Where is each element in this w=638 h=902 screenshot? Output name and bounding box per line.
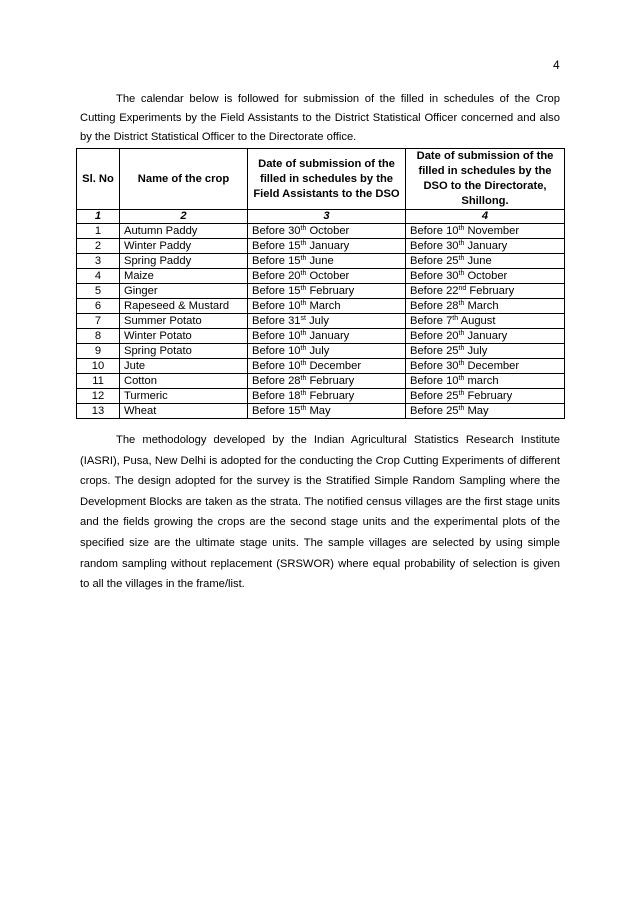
cell-crop-name: Wheat (120, 404, 248, 419)
column-number: 4 (406, 210, 565, 224)
fa-date-text: Before 31 (252, 315, 301, 327)
dso-date-month: May (464, 405, 489, 417)
dso-date-suffix: th (458, 225, 465, 232)
dso-date-month: June (464, 255, 492, 267)
dso-date-suffix: th (458, 390, 465, 397)
dso-date-month: July (464, 345, 488, 357)
header-crop-name: Name of the crop (120, 149, 248, 210)
fa-date-month: July (306, 345, 330, 357)
dso-date-suffix: th (458, 345, 465, 352)
submission-calendar-table (76, 148, 565, 419)
table-row (77, 374, 565, 389)
column-number: 3 (248, 210, 406, 224)
column-number-row (77, 210, 565, 224)
cell-sl-no: 1 (77, 224, 120, 239)
cell-sl-no: 6 (77, 299, 120, 314)
dso-date-text: Before 25 (410, 405, 459, 417)
fa-date-text: Before 30 (252, 225, 301, 237)
fa-date-suffix: th (300, 240, 307, 247)
dso-date-text: Before 20 (410, 330, 459, 342)
fa-date-text: Before 15 (252, 255, 301, 267)
fa-date-suffix: st (300, 315, 306, 322)
dso-date-text: Before 30 (410, 360, 459, 372)
cell-sl-no: 12 (77, 389, 120, 404)
fa-date-suffix: th (300, 405, 307, 412)
dso-date-text: Before 10 (410, 375, 459, 387)
fa-date-text: Before 15 (252, 285, 301, 297)
cell-dso-date (406, 224, 565, 239)
table-row (77, 269, 565, 284)
fa-date-month: June (306, 255, 334, 267)
dso-date-month: December (464, 360, 520, 372)
cell-crop-name: Jute (120, 359, 248, 374)
header-fa-submission: Date of submission of the filled in schedules by the Field Assistants to the DSO (248, 149, 406, 210)
cell-dso-date (406, 344, 565, 359)
methodology-paragraph (80, 430, 560, 595)
cell-dso-date (406, 269, 565, 284)
cell-sl-no: 11 (77, 374, 120, 389)
fa-date-text: Before 28 (252, 375, 301, 387)
cell-dso-date (406, 359, 565, 374)
fa-date-month: February (306, 285, 355, 297)
intro-paragraph (80, 90, 560, 147)
table-row (77, 314, 565, 329)
cell-dso-date (406, 314, 565, 329)
cell-fa-date (248, 299, 406, 314)
cell-sl-no: 10 (77, 359, 120, 374)
fa-date-suffix: th (300, 270, 307, 277)
cell-crop-name: Rapeseed & Mustard (120, 299, 248, 314)
fa-date-month: July (305, 315, 329, 327)
dso-date-text: Before 7 (410, 315, 453, 327)
dso-date-text: Before 25 (410, 345, 459, 357)
fa-date-text: Before 10 (252, 300, 301, 312)
cell-sl-no: 8 (77, 329, 120, 344)
table-row (77, 344, 565, 359)
fa-date-suffix: th (300, 225, 307, 232)
cell-sl-no: 5 (77, 284, 120, 299)
cell-crop-name: Spring Paddy (120, 254, 248, 269)
fa-date-text: Before 10 (252, 360, 301, 372)
dso-date-text: Before 22 (410, 285, 459, 297)
table-row (77, 254, 565, 269)
fa-date-month: October (306, 270, 350, 282)
fa-date-month: January (306, 240, 350, 252)
dso-date-month: November (464, 225, 520, 237)
cell-crop-name: Ginger (120, 284, 248, 299)
table-row (77, 284, 565, 299)
dso-date-text: Before 10 (410, 225, 459, 237)
intro-text: The calendar below is followed for submission of the filled in schedules of the Crop Cutting Experiments by the Field Assistants to the District Statistical Officer concerned and also by the District Statistical Officer to the Directorate office. (80, 93, 560, 143)
dso-date-suffix: th (458, 240, 465, 247)
fa-date-month: December (306, 360, 362, 372)
table-row (77, 239, 565, 254)
cell-fa-date (248, 389, 406, 404)
cell-dso-date (406, 299, 565, 314)
dso-date-month: February (464, 390, 513, 402)
cell-dso-date (406, 239, 565, 254)
cell-fa-date (248, 404, 406, 419)
dso-date-month: October (464, 270, 508, 282)
dso-date-suffix: th (458, 405, 465, 412)
dso-date-month: march (464, 375, 499, 387)
dso-date-text: Before 28 (410, 300, 459, 312)
cell-dso-date (406, 284, 565, 299)
table-row (77, 329, 565, 344)
fa-date-text: Before 10 (252, 330, 301, 342)
fa-date-suffix: th (300, 375, 307, 382)
cell-fa-date (248, 224, 406, 239)
fa-date-month: March (306, 300, 341, 312)
fa-date-month: February (306, 375, 355, 387)
table-header-row (77, 149, 565, 210)
dso-date-month: January (464, 240, 508, 252)
fa-date-suffix: th (300, 255, 307, 262)
column-number: 1 (77, 210, 120, 224)
cell-crop-name: Winter Potato (120, 329, 248, 344)
fa-date-suffix: th (300, 345, 307, 352)
fa-date-suffix: th (300, 285, 307, 292)
cell-fa-date (248, 239, 406, 254)
cell-crop-name: Winter Paddy (120, 239, 248, 254)
fa-date-text: Before 18 (252, 390, 301, 402)
cell-fa-date (248, 314, 406, 329)
cell-crop-name: Cotton (120, 374, 248, 389)
dso-date-month: March (464, 300, 499, 312)
cell-sl-no: 2 (77, 239, 120, 254)
table-row (77, 404, 565, 419)
dso-date-month: February (466, 285, 515, 297)
cell-fa-date (248, 374, 406, 389)
fa-date-month: January (306, 330, 350, 342)
dso-date-text: Before 30 (410, 240, 459, 252)
fa-date-month: October (306, 225, 350, 237)
table-row (77, 299, 565, 314)
dso-date-month: January (464, 330, 508, 342)
header-dso-submission: Date of submission of the filled in schedules by the DSO to the Directorate, Shillong. (406, 149, 565, 210)
cell-sl-no: 3 (77, 254, 120, 269)
table-row (77, 389, 565, 404)
cell-dso-date (406, 329, 565, 344)
dso-date-suffix: th (458, 375, 465, 382)
cell-crop-name: Summer Potato (120, 314, 248, 329)
cell-fa-date (248, 359, 406, 374)
cell-crop-name: Autumn Paddy (120, 224, 248, 239)
dso-date-month: August (458, 315, 496, 327)
cell-fa-date (248, 284, 406, 299)
dso-date-text: Before 25 (410, 255, 459, 267)
fa-date-suffix: th (300, 360, 307, 367)
dso-date-text: Before 25 (410, 390, 459, 402)
cell-sl-no: 7 (77, 314, 120, 329)
fa-date-month: February (306, 390, 355, 402)
cell-crop-name: Maize (120, 269, 248, 284)
dso-date-suffix: th (452, 315, 459, 322)
cell-sl-no: 4 (77, 269, 120, 284)
dso-date-suffix: th (458, 270, 465, 277)
cell-crop-name: Spring Potato (120, 344, 248, 359)
dso-date-suffix: th (458, 300, 465, 307)
fa-date-month: May (306, 405, 331, 417)
cell-sl-no: 9 (77, 344, 120, 359)
cell-crop-name: Turmeric (120, 389, 248, 404)
dso-date-suffix: th (458, 255, 465, 262)
dso-date-text: Before 30 (410, 270, 459, 282)
cell-dso-date (406, 254, 565, 269)
cell-fa-date (248, 344, 406, 359)
table-row (77, 359, 565, 374)
fa-date-suffix: th (300, 390, 307, 397)
fa-date-text: Before 15 (252, 405, 301, 417)
methodology-text: The methodology developed by the Indian Agricultural Statistics Research Institute (IASRI), Pusa, New Delhi is adopted for the conducting the Crop Cutting Experiments of different crops. The design adopted for the survey is the Stratified Simple Random Sampling where the Development Blocks are taken as the strata. The notified census villages are the first stage units and the fields growing the crops are the second stage units and the experimental plots of the specified size are the ultimate stage units. The sample villages are selected by using simple random sampling without replacement (SRSWOR) where equal probability of selection is given to all the villages in the frame/list. (80, 434, 560, 591)
cell-sl-no: 13 (77, 404, 120, 419)
dso-date-suffix: nd (458, 285, 467, 292)
fa-date-text: Before 20 (252, 270, 301, 282)
cell-dso-date (406, 404, 565, 419)
column-number: 2 (120, 210, 248, 224)
cell-fa-date (248, 254, 406, 269)
table-row (77, 224, 565, 239)
cell-dso-date (406, 374, 565, 389)
header-sl-no: Sl. No (77, 149, 120, 210)
cell-dso-date (406, 389, 565, 404)
cell-fa-date (248, 329, 406, 344)
page-number: 4 (553, 58, 560, 72)
fa-date-text: Before 15 (252, 240, 301, 252)
fa-date-text: Before 10 (252, 345, 301, 357)
dso-date-suffix: th (458, 330, 465, 337)
fa-date-suffix: th (300, 330, 307, 337)
cell-fa-date (248, 269, 406, 284)
dso-date-suffix: th (458, 360, 465, 367)
fa-date-suffix: th (300, 300, 307, 307)
